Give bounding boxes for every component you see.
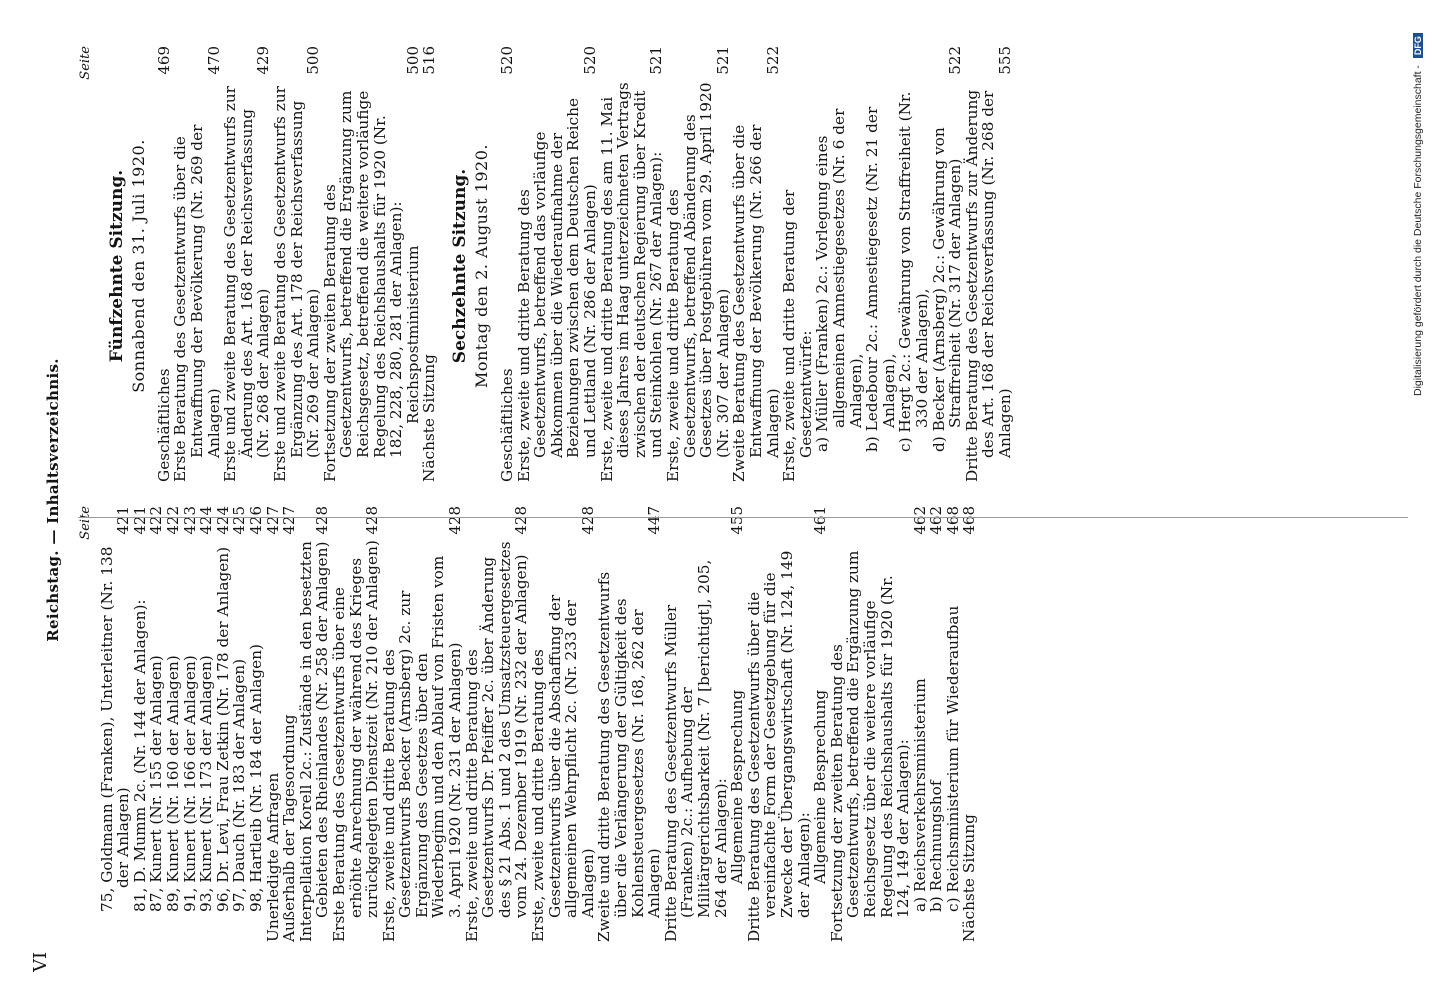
toc-entry	[864, 46, 897, 486]
toc-entry-text: 93, Kunert (Nr. 173 der Anlagen)	[197, 655, 216, 912]
session-date: Montag den 2. August 1920.	[472, 144, 492, 389]
toc-entry	[331, 506, 381, 946]
toc-entry	[499, 46, 516, 486]
toc-entry	[421, 46, 438, 486]
toc-entry-page: 424	[197, 506, 216, 535]
toc-entry-text: Reichspostministerium	[403, 245, 422, 424]
toc-entry-text: 97, Dauch (Nr. 183 der Anlagen)	[230, 658, 249, 912]
toc-entry-text: Erste, zweite und dritte Beratung des Gesetzentwurfs Dr. Pfeiffer 2c. über Änderung des § 21 Abs. 1 und 2 des Umsatzsteuergesetzes vom 24. Dezember 1919 (Nr. 232 der Anlagen)	[462, 541, 531, 942]
toc-entry-text: Geschäftliches	[154, 368, 173, 482]
toc-entry	[198, 506, 215, 946]
toc-entry	[182, 506, 199, 946]
toc-entry-text: Erste, zweite und dritte Beratung des Gesetzentwurfs über die Abschaffung der allgemeinen Wehrpflicht 2c. (Nr. 233 der Anlagen)	[529, 594, 597, 942]
toc-entry-text: d) Becker (Arnsberg) 2c.: Gewährung von Straffreiheit (Nr. 317 der Anlagen)	[929, 127, 965, 452]
toc-entry	[281, 506, 298, 946]
toc-entry	[945, 506, 962, 946]
session-heading: Fünfzehnte Sitzung.	[106, 169, 127, 363]
toc-entry-text: Erste und zweite Beratung des Gesetzentwurfs zur Ergänzung des Art. 178 der Reichsverfassung (Nr. 269 der Anlagen)	[270, 86, 323, 482]
toc-entry	[272, 46, 322, 486]
toc-entry	[961, 506, 978, 946]
toc-entry-page: 520	[498, 46, 517, 75]
toc-entry	[222, 46, 272, 486]
toc-entry	[731, 46, 781, 486]
toc-entry-page: 521	[647, 46, 666, 75]
toc-entry-text: Dritte Beratung des Gesetzentwurfs über die vereinfachte Form der Gesetzgebung für die Zwecke der Übergangswirtschaft (Nr. 124, 149 der Anlagen):	[744, 550, 813, 942]
credit-text: Digitalisierung gefördert durch die Deutsche Forschungsgemeinschaft -	[1412, 65, 1424, 396]
toc-entry-text: Unerledigte Anfragen	[263, 772, 282, 942]
toc-entry	[215, 506, 232, 946]
toc-entry	[464, 506, 530, 946]
toc-entry	[729, 506, 746, 946]
toc-entry	[405, 46, 422, 486]
toc-entry-text: c) Reichsministerium für Wiederaufbau	[943, 605, 962, 912]
toc-entry-text: Geschäftliches	[498, 368, 517, 482]
toc-entry-text: Erste Beratung des Gesetzentwurfs über die Entwaffnung der Bevölkerung (Nr. 269 der Anlagen)	[171, 124, 223, 482]
toc-entry-text: a) Reichsverkehrsministerium	[910, 678, 929, 912]
toc-list	[99, 506, 978, 946]
toc-entry	[596, 506, 662, 946]
toc-entry	[265, 506, 282, 946]
page-title: Reichstag. — Inhaltsverzeichnis.	[44, 358, 62, 642]
toc-entry	[829, 506, 912, 946]
toc-entry-text: Dritte Beratung des Gesetzentwurfs Müller (Franken) 2c.: Aufhebung der Militärgerichtsbarkeit (Nr. 7 [berichtigt], 205, 264 der Anlagen):	[661, 559, 730, 942]
toc-entry	[148, 506, 165, 946]
right-column	[78, 46, 1013, 486]
toc-entry-text: Erste und zweite Beratung des Gesetzentwurfs zur Änderung des Art. 168 der Reichsverfassung (Nr. 268 der Anlagen)	[221, 86, 273, 482]
toc-entry-page: 421	[130, 506, 149, 535]
toc-entry-text: b) Ledebour 2c.: Amnestiegesetz (Nr. 21 der Anlagen),	[863, 106, 898, 452]
toc-entry-page: 455	[728, 506, 747, 535]
toc-entry	[814, 46, 864, 486]
toc-entry-page: 425	[230, 506, 249, 535]
seite-label: Seite	[78, 46, 93, 80]
toc-entry	[812, 506, 829, 946]
toc-entry	[156, 46, 173, 486]
toc-entry	[99, 506, 132, 946]
toc-entry-text: 91, Kunert (Nr. 166 der Anlagen)	[180, 655, 199, 912]
toc-entry-page: 427	[263, 506, 282, 535]
toc-entry	[599, 46, 665, 486]
toc-entry-text: Fortsetzung der zweiten Beratung des Gesetzentwurfs, betreffend die Ergänzung zum Reichsgesetz, betreffend die weitere vorläufige Regelung des Reichshaushalts für 1920 (Nr. 182, 228, 280, 281 der Anlagen):	[320, 90, 406, 482]
toc-entry-text: Zweite und dritte Beratung des Gesetzentwurfs über die Verlängerung der Gültigkeit des Kohlensteuergesetzes (Nr. 168, 262 der Anlagen)	[595, 571, 664, 942]
toc-entry-page: 522	[763, 46, 782, 75]
toc-entry	[231, 506, 248, 946]
toc-entry-text: Erste, zweite und dritte Beratung des Gesetzentwurfs Becker (Arnsberg) 2c. zur Ergänzung des Gesetzes über den Wiederbeginn und den Ablauf von Fristen vom 3. April 1920 (Nr. 231 der Anlagen)	[379, 555, 465, 942]
toc-entry-text: Zweite Beratung des Gesetzentwurfs über die Entwaffnung der Bevölkerung (Nr. 266 der Anlagen)	[730, 124, 782, 482]
toc-entry-text: Erste, zweite und dritte Beratung der Gesetzentwürfe:	[780, 189, 815, 482]
toc-entry-page: 520	[581, 46, 600, 75]
toc-entry-page: 500	[304, 46, 323, 75]
toc-list	[499, 46, 1013, 486]
toc-entry	[132, 506, 149, 946]
toc-entry-text: 98, Hartleib (Nr. 184 der Anlagen)	[246, 644, 265, 912]
toc-entry	[665, 46, 731, 486]
toc-entry-page: 469	[154, 46, 173, 75]
toc-entry-page: 428	[363, 506, 382, 535]
toc-entry	[663, 506, 729, 946]
toc-entry-text: c) Hergt 2c.: Gewährung von Straffreiheit (Nr. 330 der Anlagen),	[896, 91, 931, 452]
toc-entry-page: 462	[927, 506, 946, 535]
toc-entry-text: Erste, zweite und dritte Beratung des Gesetzentwurfs, betreffend Abänderung des Gesetzes über Postgebühren vom 29. April 1920 (Nr. 307 der Anlagen)	[664, 82, 732, 482]
toc-entry	[746, 506, 812, 946]
toc-entry	[322, 46, 405, 486]
toc-entry	[248, 506, 265, 946]
dfg-logo: DFG	[1413, 33, 1423, 58]
toc-entry-text: Außerhalb der Tagesordnung	[280, 714, 299, 942]
toc-entry-page: 422	[163, 506, 182, 535]
toc-entry	[298, 506, 331, 946]
toc-entry-page: 428	[446, 506, 465, 535]
toc-entry-text: 96, Dr. Levi, Frau Zetkin (Nr. 178 der Anlagen)	[213, 546, 232, 912]
toc-entry-page: 429	[254, 46, 273, 75]
toc-entry-page: 468	[943, 506, 962, 535]
column-divider	[78, 517, 1408, 518]
toc-entry-text: Dritte Beratung des Gesetzentwurfs zur Änderung des Art. 168 der Reichsverfassung (Nr. 268 der Anlagen)	[962, 89, 1014, 482]
toc-entry	[781, 46, 814, 486]
toc-entry-text: Erste, zweite und dritte Beratung des am 11. Mai dieses Jahres im Haag unterzeichneten Vertrags zwischen der deutschen Regierung über Kredit und Steinkohlen (Nr. 267 der Anlagen):	[597, 82, 666, 482]
toc-entry-page: 427	[280, 506, 299, 535]
toc-entry-text: b) Rechnungshof	[927, 780, 946, 912]
toc-entry-text: Erste, zweite und dritte Beratung des Gesetzentwurfs, betreffend das vorläufige Abkommen über die Wiederaufnahme der Beziehungen zwischen dem Deutschen Reiche und Lettland (Nr. 286 der Anlagen)	[514, 98, 600, 482]
toc-entry-text: Nächste Sitzung	[960, 814, 979, 942]
toc-entry-text: Allgemeine Besprechung	[728, 689, 747, 884]
toc-entry-page: 555	[995, 46, 1014, 75]
toc-entry-text: 75, Goldmann (Franken), Unterleitner (Nr. 138 der Anlagen)	[97, 546, 133, 912]
toc-entry	[931, 46, 964, 486]
left-column	[78, 506, 978, 946]
toc-entry-page: 424	[213, 506, 232, 535]
toc-entry-page: 462	[910, 506, 929, 535]
digitization-credit	[1412, 6, 1434, 996]
toc-entry-page: 521	[713, 46, 732, 75]
toc-entry-text: Erste Beratung des Gesetzentwurfs über eine erhöhte Anrechnung der während des Krieges zurückgelegten Dienstzeit (Nr. 210 der Anlagen)	[329, 540, 382, 942]
toc-entry-text: Interpellation Korell 2c.: Zustände in den besetzten Gebieten des Rheinlandes (Nr. 258 der Anlagen)	[296, 541, 332, 942]
toc-entry	[912, 506, 929, 946]
toc-entry-page: 461	[811, 506, 830, 535]
toc-entry-page: 421	[114, 506, 133, 535]
toc-entry	[964, 46, 1014, 486]
toc-entry-page: 468	[960, 506, 979, 535]
toc-entry-page: 522	[946, 46, 965, 75]
toc-entry	[381, 506, 464, 946]
toc-entry-page: 500	[403, 46, 422, 75]
toc-entry	[530, 506, 596, 946]
toc-entry	[928, 506, 945, 946]
toc-entry-page: 470	[204, 46, 223, 75]
toc-entry-page: 426	[246, 506, 265, 535]
toc-entry-page: 428	[578, 506, 597, 535]
toc-entry	[897, 46, 930, 486]
toc-list	[156, 46, 438, 486]
toc-entry-page: 423	[180, 506, 199, 535]
toc-entry	[516, 46, 599, 486]
toc-entry-page: 428	[512, 506, 531, 535]
toc-entry-page: 428	[313, 506, 332, 535]
toc-entry	[172, 46, 222, 486]
toc-entry-text: 89, Kunert (Nr. 160 der Anlagen)	[163, 655, 182, 912]
toc-entry-text: 87, Kunert (Nr. 155 der Anlagen)	[147, 655, 166, 912]
session-date: Sonnabend den 31. Juli 1920.	[129, 139, 149, 393]
toc-entry-text: 81, D. Mumm 2c. (Nr. 144 der Anlagen):	[130, 599, 149, 912]
roman-page-number: VI	[30, 951, 51, 972]
toc-entry-page: 516	[420, 46, 439, 75]
toc-entry-page: 447	[645, 506, 664, 535]
session-heading: Sechzehnte Sitzung.	[449, 168, 470, 364]
toc-entry	[165, 506, 182, 946]
toc-entry-text: Nächste Sitzung	[420, 354, 439, 482]
toc-entry-text: Allgemeine Besprechung	[811, 689, 830, 884]
toc-entry-page: 422	[147, 506, 166, 535]
toc-entry-text: Fortsetzung der zweiten Beratung des Gesetzentwurfs, betreffend die Ergänzung zum Reichsgesetz über die weitere vorläufige Regelung des Reichshaushalts für 1920 (Nr. 124, 149 der Anlagen):	[827, 550, 913, 942]
toc-entry-text: a) Müller (Franken) 2c.: Vorlegung eines allgemeinen Amnestiegesetzes (Nr. 6 der Anlagen),	[813, 108, 865, 452]
seite-label: Seite	[78, 506, 93, 540]
